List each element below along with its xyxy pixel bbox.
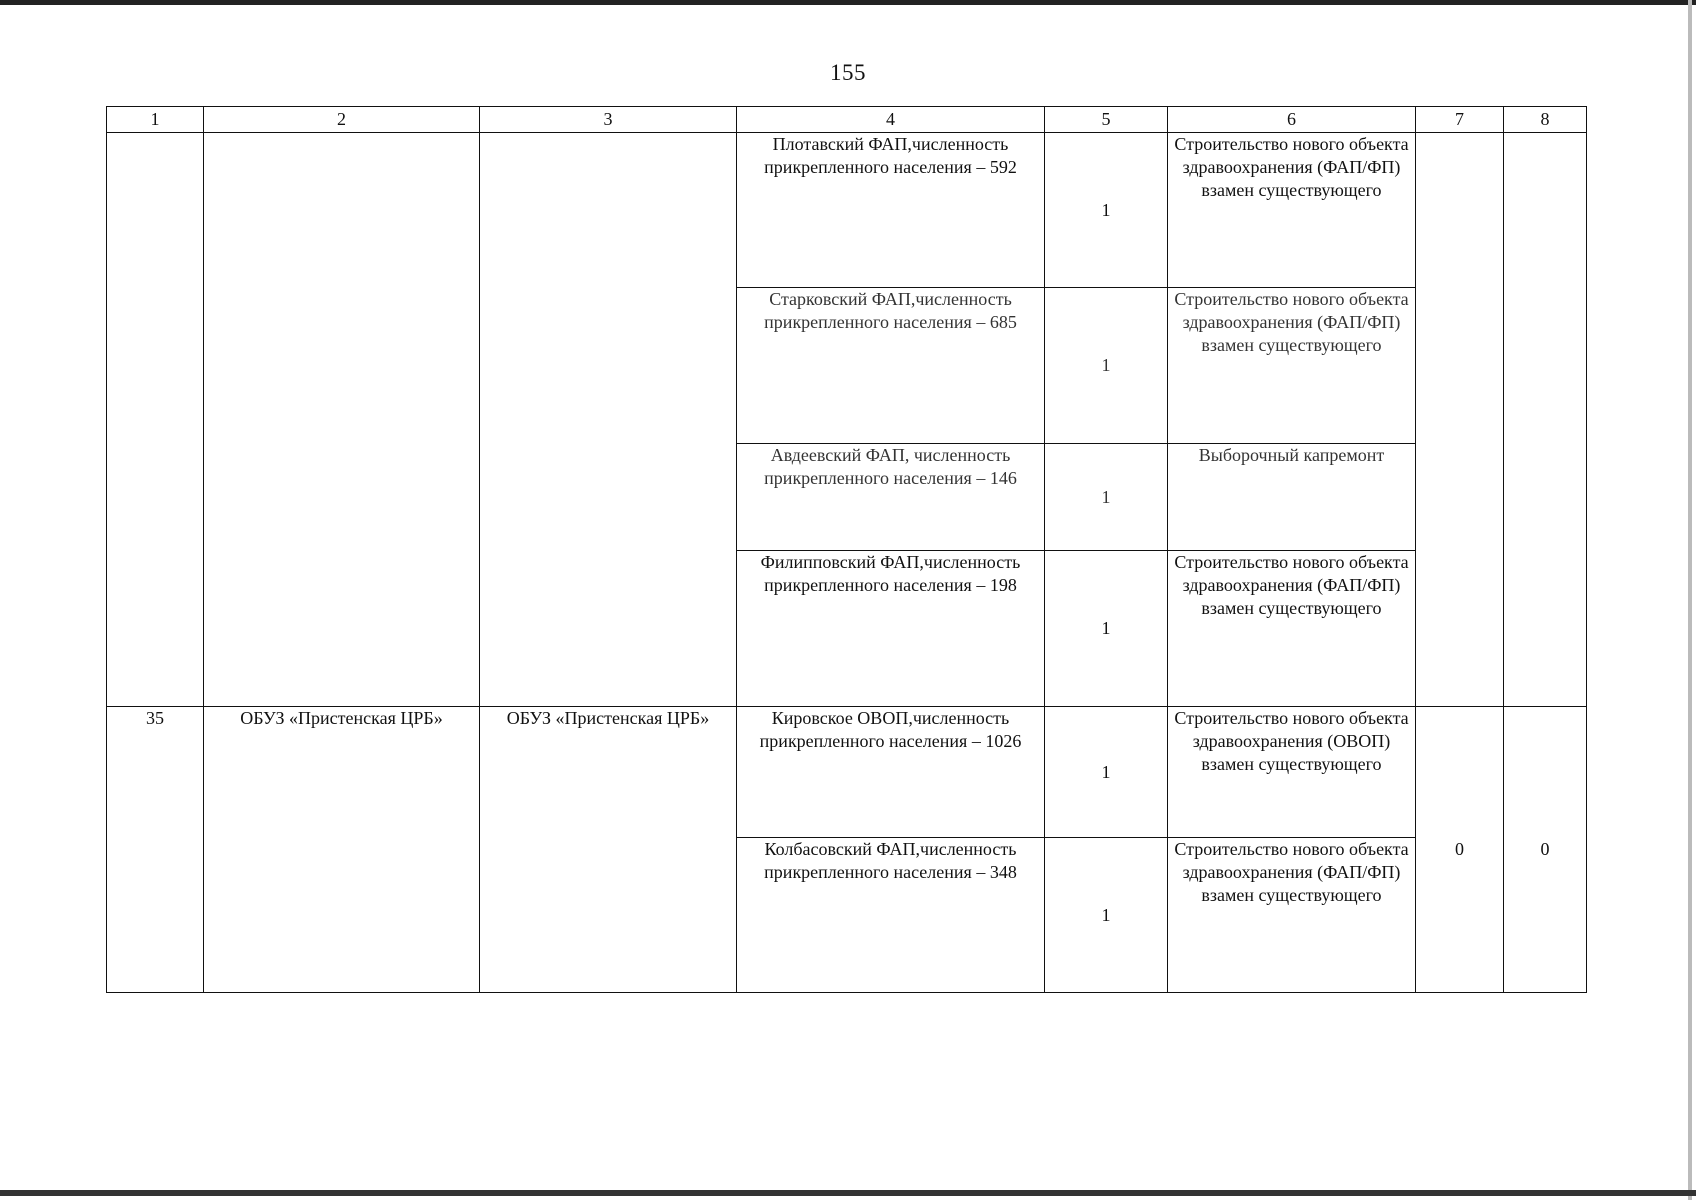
column-7-value: 0 [1416, 707, 1504, 993]
entry-number: 35 [107, 707, 204, 993]
cell-number-empty [107, 133, 204, 707]
facility-count: 1 [1045, 707, 1168, 838]
cell-col8-empty [1504, 133, 1587, 707]
facility-name: Плотавский ФАП,численность прикрепленного населения – 592 [737, 133, 1045, 288]
scan-edge-right [1688, 0, 1692, 1200]
organization-name: ОБУЗ «Пристенская ЦРБ» [204, 707, 480, 993]
facility-action: Строительство нового объекта здравоохранения (ФАП/ФП) взамен существующего [1168, 288, 1416, 444]
column-number-3: 3 [480, 107, 737, 133]
column-number-5: 5 [1045, 107, 1168, 133]
facility-name: Филипповский ФАП,численность прикрепленного населения – 198 [737, 551, 1045, 707]
column-number-7: 7 [1416, 107, 1504, 133]
facility-count: 1 [1045, 133, 1168, 288]
column-number-row [107, 107, 1587, 133]
facility-name: Колбасовский ФАП,численность прикрепленного населения – 348 [737, 838, 1045, 993]
column-number-6: 6 [1168, 107, 1416, 133]
facilities-table [106, 106, 1587, 993]
table-row [107, 707, 1587, 838]
scan-edge-top [0, 0, 1696, 5]
cell-org-empty [204, 133, 480, 707]
column-number-1: 1 [107, 107, 204, 133]
column-number-2: 2 [204, 107, 480, 133]
scan-edge-bottom [0, 1190, 1696, 1196]
facility-count: 1 [1045, 444, 1168, 551]
facility-count: 1 [1045, 288, 1168, 444]
facility-action: Строительство нового объекта здравоохранения (ФАП/ФП) взамен существующего [1168, 838, 1416, 993]
column-number-8: 8 [1504, 107, 1587, 133]
cell-org2-empty [480, 133, 737, 707]
table-row [107, 133, 1587, 288]
cell-col7-empty [1416, 133, 1504, 707]
facility-name: Старковский ФАП,численность прикрепленного населения – 685 [737, 288, 1045, 444]
organization-name-2: ОБУЗ «Пристенская ЦРБ» [480, 707, 737, 993]
page-number: 155 [830, 60, 866, 85]
facility-count: 1 [1045, 551, 1168, 707]
facility-name: Кировское ОВОП,численность прикрепленного населения – 1026 [737, 707, 1045, 838]
facility-action: Строительство нового объекта здравоохранения (ФАП/ФП) взамен существующего [1168, 551, 1416, 707]
facility-action: Строительство нового объекта здравоохранения (ФАП/ФП) взамен существующего [1168, 133, 1416, 288]
facility-action: Строительство нового объекта здравоохранения (ОВОП) взамен существующего [1168, 707, 1416, 838]
column-number-4: 4 [737, 107, 1045, 133]
facility-name: Авдеевский ФАП, численность прикрепленного населения – 146 [737, 444, 1045, 551]
column-8-value: 0 [1504, 707, 1587, 993]
facility-count: 1 [1045, 838, 1168, 993]
facility-action: Выборочный капремонт [1168, 444, 1416, 551]
